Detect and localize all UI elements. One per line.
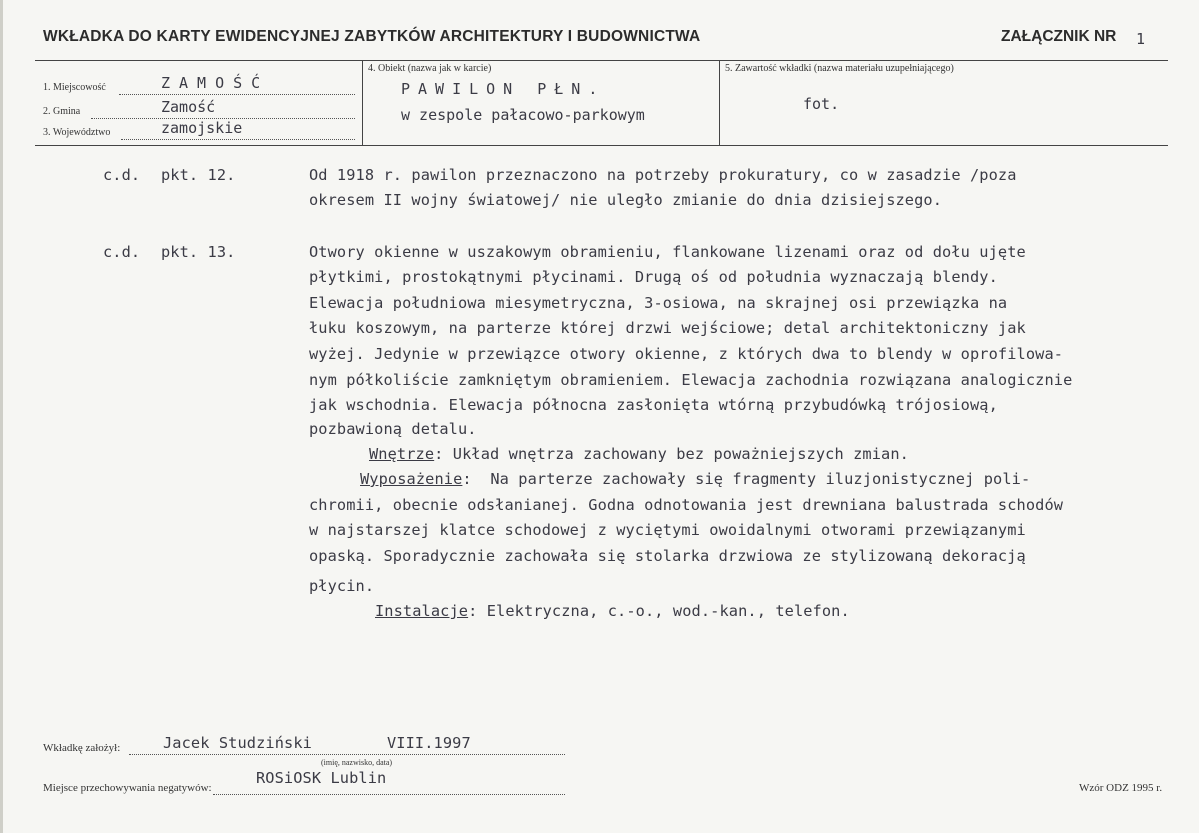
province-value: zamojskie xyxy=(161,119,243,137)
interior-text: : Układ wnętrza zachowany bez poważniejszych zmian. xyxy=(434,445,909,463)
form-box-top-rule xyxy=(35,60,1168,61)
object-name: PAWILON PŁN. xyxy=(401,80,606,98)
author-hint: (imię, nazwisko, data) xyxy=(321,758,393,767)
interior-heading: Wnętrze xyxy=(369,445,435,463)
column-divider-1 xyxy=(362,60,363,145)
section-13-ref: c.d. xyxy=(103,243,141,261)
section-12-point: pkt. 12. xyxy=(161,166,236,184)
section-13-line: pozbawioną detalu. xyxy=(309,420,477,438)
contents-label: 5. Zawartość wkładki (nazwa materiału uzupełniającego) xyxy=(725,63,954,74)
annex-label: ZAŁĄCZNIK NR xyxy=(1001,28,1117,45)
negatives-value: ROSiOSK Lublin xyxy=(256,769,387,787)
equipment-line: chromii, obecnie odsłanianej. Godna odnotowania jest drewniana balustrada schodów xyxy=(309,496,1064,514)
column-divider-2 xyxy=(719,60,720,145)
card-title: WKŁADKA DO KARTY EWIDENCYJNEJ ZABYTKÓW ARCHITEKTURY I BUDOWNICTWA xyxy=(43,28,701,45)
section-13-line: nym półkoliście zamkniętym obramieniem. Elewacja zachodnia rozwiązana analogicznie xyxy=(309,371,1073,389)
section-13-line: wyżej. Jedynie w przewiązce otwory okienne, z których dwa to blendy w oprofilowa- xyxy=(309,345,1064,363)
province-label: 3. Województwo xyxy=(43,127,111,138)
author-name: Jacek Studziński xyxy=(163,734,312,752)
section-12-line: Od 1918 r. pawilon przeznaczono na potrzeby prokuratury, co w zasadzie /poza xyxy=(309,166,1017,184)
object-context: w zespole pałacowo-parkowym xyxy=(401,106,645,124)
equipment-first-line: : Na parterze zachowały się fragmenty iluzjonistycznej poli- xyxy=(462,470,1031,488)
commune-label: 2. Gmina xyxy=(43,106,81,117)
author-date: VIII.1997 xyxy=(387,734,471,752)
author-dotted-line xyxy=(129,754,565,755)
annex-number: 1 xyxy=(1136,30,1146,48)
section-13-line: jak wschodnia. Elewacja północna zasłonięta wtórną przybudówką trójosiową, xyxy=(309,396,998,414)
contents-value: fot. xyxy=(803,95,840,113)
form-code: Wzór ODZ 1995 r. xyxy=(1079,782,1163,794)
section-13-line: płytkimi, prostokątnymi płycinami. Drugą oś od południa wyznaczają blendy. xyxy=(309,268,998,286)
province-dotted-line xyxy=(121,139,355,140)
interior-paragraph xyxy=(369,445,909,463)
town-label: 1. Miejscowość xyxy=(43,82,106,93)
equipment-line: w najstarszej klatce schodowej z wyciętymi owoidalnymi otworami przewiązanymi xyxy=(309,521,1026,539)
equipment-line: opaską. Sporadycznie zachowała się stolarka drzwiowa ze stylizowaną dekoracją xyxy=(309,547,1026,565)
author-label: Wkładkę założył: xyxy=(43,742,121,754)
commune-value: Zamość xyxy=(161,98,216,116)
negatives-dotted-line xyxy=(213,794,565,795)
object-label: 4. Obiekt (nazwa jak w karcie) xyxy=(368,63,492,74)
section-13-line: łuku koszowym, na parterze której drzwi wejściowe; detal architektoniczny jak xyxy=(309,319,1026,337)
installations-text: : Elektryczna, c.-o., wod.-kan., telefon. xyxy=(468,602,850,620)
installations-heading: Instalacje xyxy=(375,602,469,620)
town-dotted-line xyxy=(119,94,355,95)
equipment-line: płycin. xyxy=(309,577,375,595)
installations-paragraph xyxy=(375,602,850,620)
town-value: ZAMOŚĆ xyxy=(161,74,270,92)
section-13-line: Otwory okienne w uszakowym obramieniu, flankowane lizenami oraz od dołu ujęte xyxy=(309,243,1026,261)
section-12-line: okresem II wojny światowej/ nie uległo zmianie do dnia dzisiejszego. xyxy=(309,191,943,209)
equipment-heading: Wyposażenie xyxy=(360,470,463,488)
negatives-label: Miejsce przechowywania negatywów: xyxy=(43,782,212,794)
section-13-line: Elewacja południowa miesymetryczna, 3-osiowa, na skrajnej osi przewiązka na xyxy=(309,294,1008,312)
equipment-paragraph xyxy=(360,470,1030,488)
form-box-bottom-rule xyxy=(35,145,1168,146)
section-12-ref: c.d. xyxy=(103,166,141,184)
section-13-point: pkt. 13. xyxy=(161,243,236,261)
